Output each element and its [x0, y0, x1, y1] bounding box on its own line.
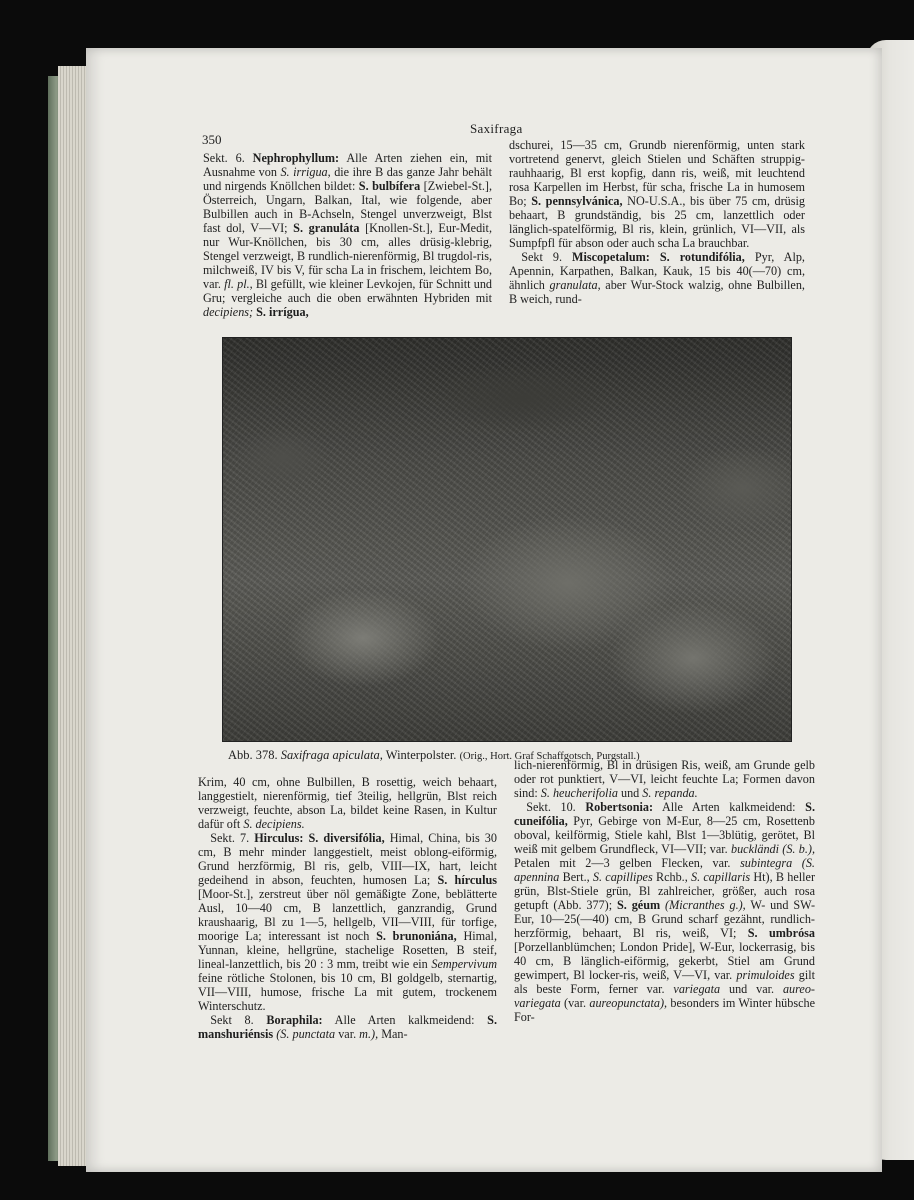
- caption-label: Abb. 378.: [228, 748, 278, 762]
- text-run: [Zwiebel-St.], Österreich, Ungarn, Balkan, Ital, wie folgende, aber Bulbillen auch in B-Achseln, Stengel unverzweigt, Blst fast dol, V—VI;: [203, 179, 492, 235]
- text-run: [Knollen-St.], Eur-Medit, nur Wur-Knöllchen, bis 30 cm, alles drüsig-klebrig, Stengel verzweigt, B rundlich-nierenförmig, Bl trugdol-ris, milchweiß, IV bis V, für scha La in frischem, leichtem Bo, var.: [203, 221, 492, 291]
- page-number: 350: [202, 132, 222, 147]
- bold-term: S. granuláta: [293, 221, 360, 235]
- italic-term: aureo-variegata: [514, 982, 815, 1010]
- paragraph: [509, 138, 805, 250]
- column-top-right: [509, 138, 805, 306]
- text-run: aber Wur-Stock walzig, ohne Bulbillen, B weich, rund-: [509, 278, 805, 306]
- italic-term: S. repanda.: [642, 786, 698, 800]
- text-run: lich-nierenförmig, Bl in drüsigen Ris, weiß, am Grunde gelb oder rot punktiert, V—VI, leicht feuchte La; Formen davon sind:: [514, 758, 815, 800]
- text-run: Bl gefüllt, wie kleiner Levkojen, für Schnitt und Gru; vergleiche auch die oben erwähnten Hybriden mit: [203, 277, 493, 305]
- text-run: Sekt 9.: [521, 250, 573, 264]
- bold-term: Nephrophyllum:: [252, 151, 340, 165]
- paragraph: [509, 250, 805, 306]
- text-run: gilt als beste Form, ferner var.: [514, 968, 815, 996]
- text-run: Alle Arten ziehen ein, mit Ausnahme von: [203, 151, 492, 179]
- italic-term: m.),: [359, 1027, 379, 1041]
- italic-term: S. capillipes: [592, 870, 653, 884]
- italic-term: (Micranthes g.),: [665, 898, 746, 912]
- running-head: Saxifraga: [470, 121, 523, 136]
- text-run: Bert.,: [559, 870, 593, 884]
- paragraph: [198, 775, 497, 831]
- italic-term: (S. punctata: [276, 1027, 336, 1041]
- text-run: Krim, 40 cm, ohne Bulbillen, B rosettig, weich behaart, langgestielt, nierenförmig, tief 3teilig, hellgrün, Blst reich verzweigt, feuchte, abson La, bildet keine Rasen, in Kultur dafür oft: [198, 775, 497, 831]
- text-run: und: [617, 786, 643, 800]
- caption-species: Saxifraga apiculata,: [280, 748, 383, 762]
- text-run: Rchb.,: [652, 870, 692, 884]
- bold-term: S. bulbífera: [358, 179, 421, 193]
- bold-term: S. umbrósa: [747, 926, 815, 940]
- column-bottom-right: [514, 758, 815, 1024]
- page-stack-edge: [58, 66, 88, 1166]
- italic-term: subintegra (S. apennina: [514, 856, 815, 884]
- bold-term: Robertsonia:: [585, 800, 654, 814]
- bold-term: S. irrígua,: [256, 305, 309, 319]
- bold-term: S. hírculus: [437, 873, 497, 887]
- bold-term: S. brunoniána,: [376, 929, 457, 943]
- text-run: NO-U.S.A., bis über 75 cm, drüsig behaart, B grundständig, bis 25 cm, lanzettlich oder länglich-spatelförmig, Bl ris, klein, grünlich, VI—VII, als Sumpfpfl für abson oder auch scha La brauchbar.: [509, 194, 806, 250]
- text-run: (var.: [560, 996, 590, 1010]
- column-bottom-left: [198, 775, 497, 1041]
- italic-term: fl. pl.,: [224, 277, 253, 291]
- bold-term: S. cuneifólia,: [514, 800, 815, 828]
- text-run: Petalen mit 2—3 gelben Flecken, var.: [514, 856, 741, 870]
- text-run: Pyr, Alp, Apennin, Karpathen, Balkan, Kauk, 15 bis 40(—70) cm, ähnlich: [509, 250, 805, 292]
- text-run: W- und SW-Eur, 10—25(—40) cm, B Grund scharf gezähnt, rundlich-herzförmig, behaart, Bl ris, weiß, VI;: [514, 898, 815, 940]
- text-run: Sekt. 7.: [210, 831, 255, 845]
- text-run: Sekt. 10.: [526, 800, 586, 814]
- paragraph: [514, 800, 815, 1024]
- italic-term: decipiens;: [203, 305, 254, 319]
- italic-term: variegata: [673, 982, 721, 996]
- text-run: besonders im Winter hübsche For-: [514, 996, 816, 1024]
- bold-term: Boraphila:: [266, 1013, 323, 1027]
- text-run: Sekt 8.: [210, 1013, 267, 1027]
- column-top-left: [203, 151, 492, 319]
- text-run: feine rötliche Stolonen, bis 10 cm, Bl goldgelb, sternartig, VII—VIII, humose, frische La mit gutem, trockenem Winterschutz.: [198, 971, 497, 1013]
- paragraph: [514, 758, 815, 800]
- text-run: Himal, Yunnan, kleine, hellgrüne, stachelige Rosetten, B steif, lineal-lanzettlich, bis 20 : 3 mm, treibt wie ein: [198, 929, 497, 971]
- figure-photo-saxifraga-apiculata: [222, 337, 792, 742]
- text-run: und var.: [720, 982, 783, 996]
- italic-term: S. decipiens.: [243, 817, 305, 831]
- text-run: die ihre B das ganze Jahr behält und nirgends Knöllchen bildet:: [203, 165, 492, 193]
- italic-term: aureopunctata),: [589, 996, 668, 1010]
- paragraph: [198, 1013, 497, 1041]
- text-run: [Porzellanblümchen; London Pride], W-Eur, lockerrasig, bis 40 cm, B länglich-eiförmig, gekerbt, Stiel am Grund gewimpert, Bl locker-ris, weiß, V—VI, var.: [514, 940, 815, 982]
- bold-term: S. manshuriénsis: [198, 1013, 497, 1041]
- text-run: Himal, China, bis 30 cm, B mehr minder langgestielt, meist oblong-eiförmig, Grund herzförmig, Bl ris, gelb, VIII—IX, hart, leicht gedeihend in abson, feuchten, humosen La;: [198, 831, 497, 887]
- italic-term: S. heucherifolia: [540, 786, 618, 800]
- bold-term: Hirculus: S. diversifólia,: [254, 831, 385, 845]
- text-run: dschurei, 15—35 cm, Grundb nierenförmig, unten stark vortretend genervt, gleich Stielen und Schäften struppig-rauhhaarig, Bl erst kopfig, dann ris, weiß, mit leuchtend rosa Karpellen im Herbst, für scha, frische La in humosem Bo;: [509, 138, 805, 208]
- paragraph: [203, 151, 492, 319]
- text-run: [Moor-St.], zerstreut über nöl gemäßigte Zone, beblätterte Ausl, 10—40 cm, B lanzettlich, ganzrandig, Grund kraushaarig, Bl zu 1—5, hellgelb, VII—VIII, für torfige, moorige La; interessant ist noch: [198, 887, 497, 943]
- italic-term: primuloides: [736, 968, 795, 982]
- italic-term: S. capillaris: [691, 870, 751, 884]
- italic-term: granulata,: [549, 278, 601, 292]
- caption-description: Winterpolster.: [385, 748, 457, 762]
- text-run: Pyr, Gebirge von M-Eur, 8—25 cm, Rosettenb oboval, keilförmig, Stiele kahl, Blst 1—3blütig, gerötet, Bl weiß mit gelbem Grundfleck, VI—VII; var.: [514, 814, 815, 856]
- italic-term: buckländi (S. b.),: [730, 842, 815, 856]
- paragraph: [198, 831, 497, 1013]
- text-run: var.: [335, 1027, 360, 1041]
- text-run: Ht), B heller grün, Blst-Stiele grün, Bl zahlreicher, größer, auch rosa getupft (Abb. 377);: [514, 870, 816, 912]
- text-run: Sekt. 6.: [203, 151, 253, 165]
- text-run: Man-: [378, 1027, 408, 1041]
- italic-term: S. irrigua,: [280, 165, 331, 179]
- bold-term: Miscopetalum: S. rotundifólia,: [572, 250, 745, 264]
- bold-term: S. géum: [617, 898, 661, 912]
- bold-term: S. pennsylvánica,: [531, 194, 623, 208]
- text-run: Alle Arten kalkmeidend:: [653, 800, 806, 814]
- caption-credit: (Orig., Hort. Graf Schaffgotsch, Purgstall.): [459, 751, 640, 762]
- italic-term: Sempervivum: [431, 957, 497, 971]
- text-run: Alle Arten kalkmeidend:: [322, 1013, 488, 1027]
